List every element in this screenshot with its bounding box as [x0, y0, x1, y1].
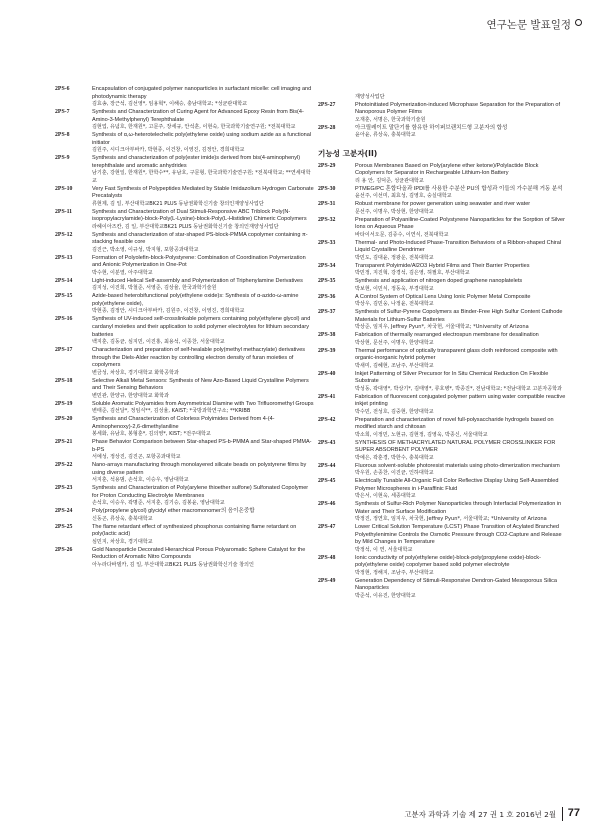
- presentation-entry: [55, 232, 315, 255]
- entry-title: Azide-based heterobifunctional poly(ethylene oxide)s: Synthesis of α-azido-ω-amine poly(ethylene oxide),: [92, 293, 299, 307]
- page-number: 77: [567, 807, 580, 819]
- entry-authors: 박우원, 손종찬, 이진균, 인하대학교: [355, 470, 434, 477]
- entry-code: 2PS-12: [55, 231, 73, 238]
- page-header: [0, 14, 614, 44]
- continued-affiliation: 재양성사업단: [355, 94, 385, 100]
- entry-authors: 박보현, 이민식, 정동욱, 부경대학교: [355, 285, 434, 292]
- entry-title: Very Fast Synthesis of Polypeptides Mediated by Stable Imidazolium Hydrogen Carbonate Precatalysts: [92, 185, 314, 200]
- presentation-entry: [318, 309, 568, 332]
- entry-code: 2PS-20: [55, 416, 73, 423]
- entry-title: 아크릴레이트 말단기를 함유한 하이퍼브랜치드형 고분자의 합성: [355, 124, 508, 131]
- entry-authors: 김효송, 장근석, 김선영*, 임용혁*, 이해승, 충남대학교; *성균관대학교: [92, 101, 248, 108]
- entry-code: 2PS-35: [318, 278, 336, 285]
- presentation-entry: [55, 416, 315, 439]
- entry-authors: 문선주, 이명우, 박상현, 한양대학교: [355, 208, 434, 215]
- entry-title: Synthesis of α,ω-heterotelechelic poly(ethylene oxide) using sodium azide as a functional initiator: [92, 132, 312, 146]
- entry-title: Porous Membranes Based on Poly(arylene ether ketone)/Polylactide Block Copolymers for Separator in Rechargeable Lithium-Ion Battery: [355, 162, 539, 177]
- section-heading: 기능성 고분자(II): [318, 148, 378, 158]
- entry-code: 2PS-8: [55, 132, 70, 139]
- left-column: [55, 86, 315, 570]
- entry-title: Fabrication of fluorescent conjugated polymer pattern using water compatible reactive inkjet printing: [355, 393, 566, 408]
- presentation-entry: [55, 547, 315, 570]
- presentation-entry: [318, 524, 568, 554]
- entry-code: 2PS-17: [55, 346, 73, 353]
- entry-code: 2PS-19: [55, 400, 73, 407]
- entry-authors: 박상우, 김민웅, 나정윤, 전북대학교: [355, 301, 434, 308]
- entry-code: 2PS-23: [55, 485, 73, 492]
- entry-title: Synthesis and application of nitrogen doped graphene nanoplatelets: [355, 278, 523, 285]
- entry-title: Characterization and preparation of self-healable poly(methyl methacrylate) derivatives through the Diels-Alder reaction by controlling electron density of furan moieties of copolymers: [92, 346, 306, 369]
- entry-authors: 김진근, 박소영, 이규성, 박지형, 포항공과대학교: [92, 246, 199, 253]
- entry-title: Phase Behavior Comparison between Star-shaped PS-b-PMMA and Star-shaped PMMA-b-PS: [92, 439, 312, 453]
- presentation-entry: [55, 255, 315, 278]
- presentation-entry: [55, 186, 315, 209]
- entry-title: Inkjet Patterning of Silver Precursor for In Situ Chemical Reduction On Flexible Substrate: [355, 370, 549, 385]
- entry-code: 2PS-41: [318, 393, 336, 400]
- presentation-entry: [318, 578, 568, 601]
- entry-authors: 심민지, 차상호, 경기대학교: [92, 538, 153, 545]
- presentation-entry: [55, 485, 315, 508]
- presentation-entry: [318, 125, 568, 140]
- entry-title: Thermal- and Photo-Induced Phase-Transition Behaviors of a Ribbon-shaped Chiral Liquid Crystalline Dendrimer: [355, 239, 562, 254]
- entry-title: Electrically Tunable All-Organic Full Color Reflective Display Using Self-Assembled Polymer Microspheres in i-Paraffinic Fluid: [355, 478, 559, 492]
- entry-code: 2PS-31: [318, 201, 336, 208]
- entry-authors: 박준석, 이유진, 한양대학교: [355, 593, 416, 600]
- entry-title: Synthesis and Characterization of Dual Stimuli-Responsive ABC Triblock Poly(N-isopropylacrylamide)-block-Poly(L-Lysine)-block-Poly(L-Histidine) Chimeric Copolymers: [92, 208, 307, 223]
- entry-code: 2PS-34: [318, 262, 336, 269]
- entry-title: Synthesis and characterization of star-shaped PS-block-PMMA copolymer containing π-stacking feasible core: [92, 231, 308, 246]
- entry-code: 2PS-40: [318, 370, 336, 377]
- entry-code: 2PS-48: [318, 554, 336, 561]
- entry-code: 2PS-16: [55, 316, 73, 323]
- entry-title: Gold Nanoparticle Decorated Hierarchical Porous Polyaromatic Sphere Catalyst for the Reduction of Aromatic Nitro Compounds: [92, 546, 306, 561]
- entry-authors: 라헤이아즈칸, 김 일, 부산대학교BK21 PLUS 동남권화학신기술 창의인재양성사업단: [92, 223, 279, 230]
- presentation-entry: [318, 440, 568, 463]
- entry-authors: 박정진, 정연호, 임지우, 차국헌, Jeffrey Pyun*, 서울대학교; *University of Arizona: [355, 516, 547, 523]
- entry-authors: 박예은, 곽훈경, 박한수, 충북대학교: [355, 454, 434, 461]
- entry-code: 2PS-9: [55, 155, 70, 162]
- entry-code: 2PS-7: [55, 109, 70, 116]
- entry-authors: 김지성, 이진희, 박철준, 서영준, 김상율, 한국과학기술원: [92, 285, 217, 292]
- entry-title: Light-induced Helical Self-assembly and Polymerization of Triphenylamine Derivatives: [92, 277, 303, 284]
- presentation-entry: [55, 401, 315, 416]
- entry-authors: 남기훈, 강현일, 한재원*, 한학수**, 유남호, 구문형, 한국과학기술연구원; *전북대학교; **연세대학교: [92, 170, 311, 184]
- presentation-entry: [55, 524, 315, 547]
- entry-title: Soluble Aromatic Polyamides from Asymmetrical Diamine with Two Trifluoromethyl Groups: [92, 400, 314, 407]
- presentation-entry: [55, 347, 315, 377]
- entry-authors: 변태준, 김선달*, 정임식**, 김성율, KAIST; *국방과학연구소; **KRIBB: [92, 408, 251, 415]
- presentation-entry: [318, 501, 568, 524]
- presentation-entry: [55, 508, 315, 523]
- entry-authors: 변민관, 한양규, 한양대학교 화학과: [92, 392, 169, 399]
- entry-title: Fluorous solvent-soluble photoresist materials using photo-dimerization mechanism: [355, 462, 560, 469]
- entry-authors: 박성동, 곽대영*, 박상기*, 김태영*, 류호병*, 박종진*, 전남대학교; *전남대학교 고분자공학과: [355, 385, 562, 392]
- presentation-entry: [318, 102, 568, 125]
- entry-authors: 박상준, 임지우, Jeffrey Pyun*, 차국헌, 서울대학교; *University of Arizona: [355, 324, 529, 331]
- presentation-entry: [55, 86, 315, 109]
- presentation-entry: [318, 294, 568, 309]
- entry-title: Fabrication of thermally rearranged electrospun membrane for desalination: [355, 332, 539, 339]
- presentation-entry: [318, 348, 568, 371]
- presentation-entry: [55, 439, 315, 462]
- entry-code: 2PS-14: [55, 277, 73, 284]
- entry-title: Lower Critical Solution Temperature (LCST) Phase Transition of Acylated Branched Polyethylenimine Controls the Osmotic Pressure through CO2-Capture and Release by Mild Changes in Temperature: [355, 524, 562, 546]
- entry-authors: 박상현, 문선주, 이명우, 한양대학교: [355, 339, 434, 346]
- entry-code: 2PS-25: [55, 523, 73, 530]
- entry-authors: 박소희, 이정민, 노현규, 김현정, 김영욱, 박종신, 서울대학교: [355, 431, 488, 438]
- entry-code: 2PS-30: [318, 185, 336, 192]
- entry-title: Generation Dependency of Stimuli-Responsive Dendron-Gated Mesoporous Silica Nanoparticles: [355, 577, 557, 592]
- entry-title: Encapsulation of conjugated polymer nanoparticles in surfactant micelle: cell imaging and photodynamic therapy: [92, 86, 312, 100]
- entry-authors: 김원주, 시디크아부바카, 박현종, 이건창, 이영진, 김정안, 경희대학교: [92, 147, 245, 154]
- entry-list-b: [318, 163, 568, 601]
- entry-code: 2PS-33: [318, 239, 336, 246]
- presentation-entry: [318, 463, 568, 478]
- entry-title: Poly(propylene glycol) glycidyl ether macromonomer의 음이온중합: [92, 508, 255, 515]
- header-circle-icon: [575, 19, 582, 26]
- entry-code: 2PS-18: [55, 377, 73, 384]
- entry-authors: 오재훈, 서명은, 한국과학기술원: [355, 116, 426, 123]
- entry-title: Synthesis of Sulfur-Pyrene Copolymers as Binder-Free High Sulfur Content Cathode Materials for Lithium-Sulfur Batteries: [355, 309, 563, 323]
- entry-title: SYNTHESIS OF METHACRYLATED NATURAL POLYMER CROSSLINKER FOR SUPER ABSORBENT POLYMER: [355, 439, 556, 454]
- entry-title: Synthesis and Characterization of Poly(arylene thioether sulfone) Sulfonated Copolymer for Proton Conducting Electrolyte Membranes: [92, 485, 309, 499]
- presentation-entry: [55, 109, 315, 132]
- entry-authors: 변금성, 차상호, 경기대학교 화학공학과: [92, 369, 179, 376]
- entry-authors: 김현업, 유념호, 한재원*, 고문주, 장세규, 안석훈, 이현숙, 한국과학기술연구원; *전북대학교: [92, 124, 296, 131]
- entry-title: Thermal performance of optically transparent glass cloth reinforced composite with organic-inorganic hybrid polymer: [355, 347, 558, 362]
- presentation-entry: [318, 417, 568, 440]
- entry-authors: 아누라다바델카, 김 일, 부산대학교BK21 PLUS 동남권화학신기술 창의인: [92, 561, 254, 568]
- presentation-entry: [55, 462, 315, 485]
- entry-list-a: [318, 102, 568, 140]
- footer-divider: [562, 807, 563, 821]
- entry-authors: 서지훈, 석용범, 손석호, 이승우, 영남대학교: [92, 477, 189, 484]
- presentation-entry: [55, 293, 315, 316]
- presentation-entry: [318, 371, 568, 394]
- entry-authors: 박은서, 이현욱, 세종대학교: [355, 493, 416, 500]
- entry-code: 2PS-39: [318, 347, 336, 354]
- presentation-entry: [318, 201, 568, 216]
- entry-title: Transparent Polyimide/Al2O3 Hybrid Films and Their Barrier Properties: [355, 262, 530, 269]
- entry-code: 2PS-10: [55, 185, 73, 192]
- entry-title: Preparation and characterization of novel full-polysaccharide hydrogels based on modified starch and chitosan: [355, 416, 554, 431]
- presentation-entry: [318, 263, 568, 278]
- entry-title: Synthesis and Characterization of Colorless Polyimides Derived from 4-(4-Aminophenoxy)-2,6-dimethylaniline: [92, 416, 275, 430]
- entry-code: 2PS-21: [55, 439, 73, 446]
- presentation-entry: [318, 478, 568, 501]
- entry-code: 2PS-15: [55, 293, 73, 300]
- entry-code: 2PS-43: [318, 439, 336, 446]
- presentation-entry: [318, 163, 568, 186]
- presentation-entry: [55, 209, 315, 232]
- entry-title: A Control System of Optical Lens Using Ionic Polymer Metal Composite: [355, 293, 531, 300]
- presentation-entry: [318, 278, 568, 293]
- entry-authors: 바타이서오문, 김증수, 이연식, 전북대학교: [355, 231, 449, 238]
- entry-code: 2PS-6: [55, 86, 70, 92]
- presentation-entry: [318, 186, 568, 201]
- page-footer: [0, 805, 614, 825]
- entry-code: 2PS-38: [318, 332, 336, 339]
- entry-code: 2PS-36: [318, 293, 336, 300]
- entry-code: 2PS-28: [318, 124, 336, 131]
- entry-title: Synthesis and Characterization of Curing Agent for Advanced Epoxy Resin from Bis(4-Amino-3-Methylphenyl) Terephthalate: [92, 109, 304, 123]
- entry-title: Preparation of Polyaniline-Coated Polystyrene Nanoparticles for the Sorption of Silver Ions on Aqueous Phase: [355, 216, 565, 231]
- entry-title: Synthesis of UV-induced self-crosslinkable polymers containing poly(ethylene glycol) and cardanyl moieties and their application to solid polymer electrolytes for lithium secondary batteries: [92, 316, 311, 338]
- presentation-entry: [318, 394, 568, 417]
- entry-authors: 박민정, 지진혁, 강경석, 김은영, 허필호, 부산대학교: [355, 270, 470, 277]
- entry-code: 2PS-11: [55, 208, 73, 215]
- presentation-entry: [318, 217, 568, 240]
- entry-authors: 봉세화, 유남호, 봉형훈*, 김의영*, KIST; *전주대학교: [92, 431, 211, 438]
- entry-authors: 손석호, 이승우, 곽명준, 서지훈, 김기승, 김봉윤, 영남대학교: [92, 500, 225, 507]
- entry-title: The flame retardant effect of synthesized phosphorus containing flame retardant on poly(lactic acid): [92, 523, 297, 538]
- entry-authors: 박수민, 전성호, 김중현, 한양대학교: [355, 408, 434, 415]
- entry-title: Photoinitiated Polymerization-induced Microphase Separation for the Preparation of Nanoporous Polymer Films: [355, 101, 561, 116]
- entry-authors: 박민도, 김대윤, 정광운, 전북대학교: [355, 254, 434, 261]
- entry-title: Robust membrane for power generation using seawater and river water: [355, 201, 531, 208]
- entry-authors: 서예성, 정상진, 김진곤, 포항공과대학교: [92, 454, 181, 461]
- entry-code: 2PS-29: [318, 162, 336, 169]
- entry-title: Synthesis of Sulfur-Rich Polymer Nanoparticles through Interfacial Polymerization in Water and Their Surface Modification: [355, 501, 562, 515]
- presentation-entry: [55, 155, 315, 185]
- entry-title: Synthesis and characterization of poly(ester imide)s derived from bis(4-aminophenyl) terephthalate and aromatic anhydrides: [92, 155, 301, 169]
- presentation-entry: [55, 378, 315, 401]
- presentation-entry: [318, 555, 568, 578]
- entry-title: Ionic conductivity of poly(ethylene oxide)-block-poly(propylene oxide)-block-poly(ethylene oxide) copolymer based solid polymer electrolyte: [355, 554, 541, 569]
- entry-code: 2PS-44: [318, 462, 336, 469]
- entry-authors: 윤아윤, 류상욱, 충북대학교: [355, 132, 416, 139]
- presentation-entry: [55, 316, 315, 346]
- entry-authors: 리 용 안, 김덕준, 성균관대학교: [355, 178, 424, 184]
- entry-code: 2PS-45: [318, 478, 336, 485]
- entry-code: 2PS-42: [318, 416, 336, 423]
- entry-code: 2PS-49: [318, 577, 336, 584]
- entry-code: 2PS-46: [318, 501, 336, 508]
- entry-title: Formation of Polyolefin-block-Polystyrene: Combination of Coordination Polymerization and Anionic Polymerization in One-Pot: [92, 254, 306, 269]
- entry-code: 2PS-26: [55, 546, 73, 553]
- entry-code: 2PS-37: [318, 309, 336, 316]
- presentation-entry: [318, 332, 568, 347]
- entry-title: Selective Alkali Metal Sensors: Synthesis of New Azo-Based Liquid Crystalline Polymers and Their Sensing Behaviors: [92, 377, 309, 392]
- entry-code: 2PS-22: [55, 462, 73, 469]
- entry-authors: 류현제, 김 일, 부산대학교BK21 PLUS 동남권화학신기술 창의인재양성사업단: [92, 200, 264, 207]
- entry-authors: 박현종, 김정안, 시디크아부바카, 김원주, 이건창, 이영진, 경희대학교: [92, 308, 245, 315]
- entry-code: 2PS-47: [318, 524, 336, 531]
- entry-authors: 신동곤, 류상욱, 충북대학교: [92, 515, 153, 522]
- entry-code: 2PS-32: [318, 216, 336, 223]
- entry-title: Nano-arrays manufacturing through monolayered silicate beads on polystyrene films by using diverse pattern: [92, 462, 307, 476]
- presentation-entry: [55, 132, 315, 155]
- right-column: [318, 94, 568, 601]
- entry-code: 2PS-13: [55, 254, 73, 261]
- journal-info: 고분자 과학과 기술 제 27 권 1 호 2016년 2월: [404, 810, 556, 819]
- entry-authors: 박새미, 김혜현, 조남주, 부산대학교: [355, 362, 434, 369]
- section-header-title: 연구논문 발표일정: [486, 19, 571, 31]
- entry-code: 2PS-24: [55, 508, 73, 515]
- entry-authors: 박정석, 이 연, 서울대학교: [355, 547, 413, 553]
- entry-authors: 백지훈, 김동균, 심지민, 이진홍, 최용석, 이종찬, 서울대학교: [92, 339, 225, 346]
- entry-code: 2PS-27: [318, 101, 336, 108]
- presentation-entry: [55, 278, 315, 293]
- entry-authors: 윤선주, 이선미, 최효성, 김영호, 숭실대학교: [355, 193, 452, 200]
- entry-authors: 박수현, 이분열, 아주대학교: [92, 270, 153, 276]
- entry-title: PTMEG/PC 혼합다올과 IPDI를 사용한 수분산 PU의 합성과 이들의 가수분해 거동 분석: [355, 185, 563, 192]
- presentation-entry: [318, 240, 568, 263]
- entry-authors: 박정현, 정해지, 조남주, 부산대학교: [355, 570, 434, 577]
